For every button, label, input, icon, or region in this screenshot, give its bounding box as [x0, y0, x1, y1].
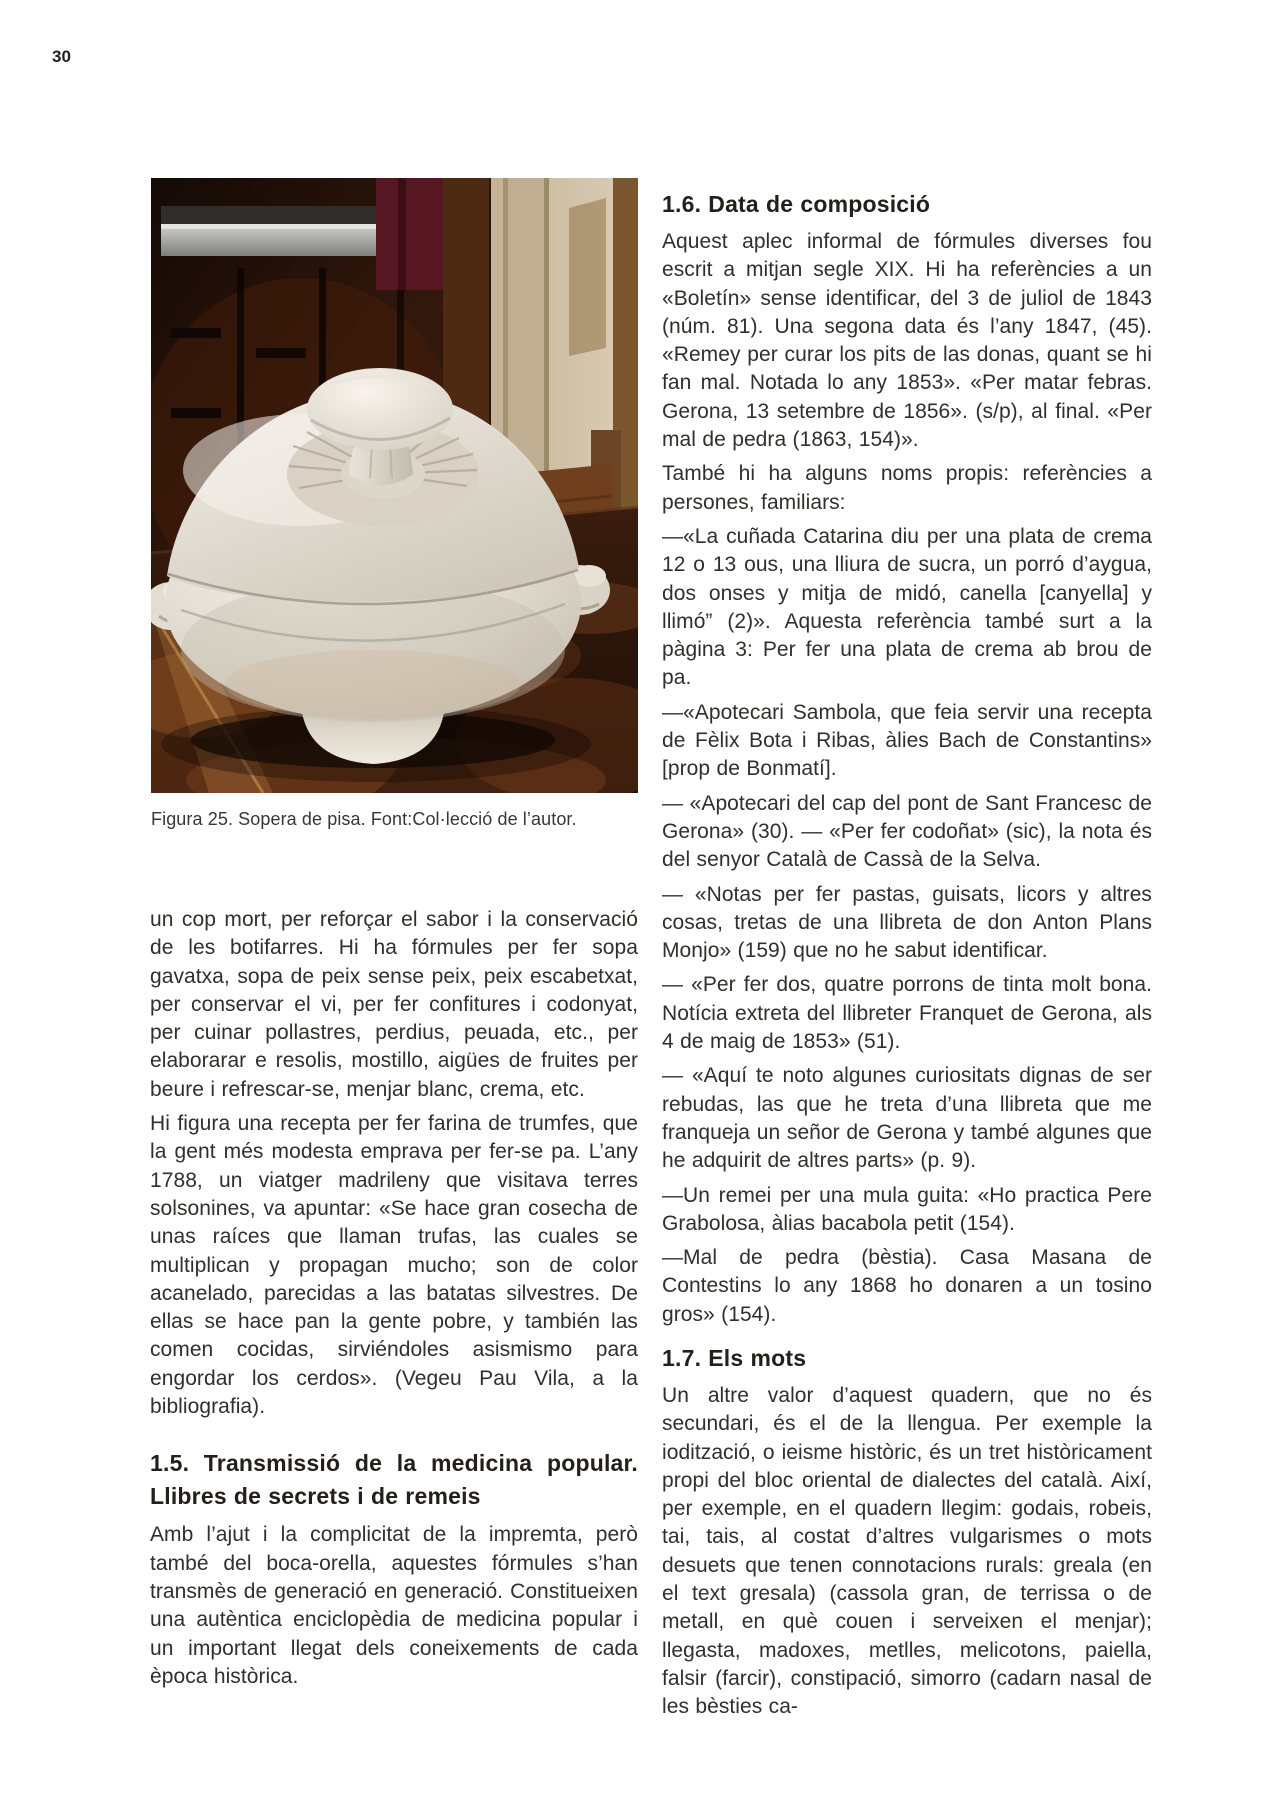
paragraph: Amb l’ajut i la complicitat de la impremta, però també del boca-orella, aquestes fórmules s’han transmès de generació en generació. Constitueixen una autèntica enciclopèdia de medicina popular i un important llegat dels coneixements de cada època històrica. [150, 1523, 638, 1688]
paragraph: —Mal de pedra (bèstia). Casa Masana de Contestins lo any 1868 ho donaren a un tosino gros» (154). [662, 1246, 1152, 1326]
section-heading-1-5 [150, 1447, 638, 1513]
paragraph: — «Per fer dos, quatre porrons de tinta molt bona. Notícia extreta del llibreter Franquet de Gerona, als 4 de maig de 1853» (51). [662, 973, 1152, 1054]
paragraph: Aquest aplec informal de fórmules diverses fou escrit a mitjan segle XIX. Hi ha referències a un «Boletín» sense identificar, del 3 de juliol de 1843 (núm. 81). Una segona data és l’any 1847, (45). «Remey per curar los pits de las donas, quant se hi fan mal. Notada lo any 1853». «Per matar febras. Gerona, 13 setembre de 1856». (s/p), al final. «Per mal de pedra (1863, 154)». [662, 230, 1152, 452]
section-heading-1-5-line-2: Llibres de secrets i de remeis [150, 1483, 481, 1510]
paragraph: — «Aquí te noto algunes curiositats dignas de ser rebudas, las que he treta d’una llibreta que me franqueja un señor de Gerona y també algunes que he adquirit de altres parts» (p. 9). [662, 1064, 1152, 1173]
paragraph: —Un remei per una mula guita: «Ho practica Pere Grabolosa, àlias bacabola petit (154). [662, 1183, 1152, 1235]
paragraph: — «Notas per fer pastas, guisats, licors y altres cosas, tretas de una llibreta de don Anton Plans Monjo» (159) que no he sabut identificar. [662, 882, 1152, 963]
section-heading-1-6: 1.6. Data de composició [662, 191, 931, 217]
paragraph: També hi ha alguns noms propis: referències a persones, familiars: [662, 462, 1152, 514]
right-column [662, 189, 1152, 1728]
paragraph: Hi figura una recepta per fer farina de trumfes, que la gent més modesta emprava per fer-se pa. L’any 1788, un viatger madrileny que visitava terres solsonines, va apuntar: «Se hace gran cosecha de unas raíces que llaman trufas, las cuales se multiplican y propagan mucho; son de color acanelado, parecidas a las batatas silvestres. De ellas se hace pan la gente pobre, y también las comen cocidas, sirviéndoles asismismo para engordar los cerdos». (Vegeu Pau Vila, a la bibliografia). [150, 1112, 638, 1419]
paragraph: — «Apotecari del cap del pont de Sant Francesc de Gerona» (30). — «Per fer codoñat» (sic), la nota és del senyor Català de Cassà de la Selva. [662, 791, 1152, 872]
figure-caption: Figura 25. Sopera de pisa. Font:Col·lecció de l’autor. [151, 809, 577, 829]
section-heading-1-5-line-1: 1.5. Transmissió de la medicina popular. [150, 1450, 638, 1477]
page-number: 30 [52, 47, 71, 66]
section-heading-1-7: 1.7. Els mots [662, 1344, 807, 1371]
tureen-photo [151, 178, 638, 793]
paragraph: —«La cuñada Catarina diu per una plata de crema 12 o 13 ous, una lliura de sucra, un porró d’aygua, dos onses y mitja de midó, canella [canyella] y llimó” (2)». Aquesta referència també surt a la pàgina 3: Per fer una plata de crema ab brou de pa. [662, 524, 1152, 690]
paragraph: un cop mort, per reforçar el sabor i la conservació de les botifarres. Hi ha fórmules per fer sopa gavatxa, sopa de peix sense peix, peix escabetxat, per conservar el vi, per fer confitures i codonyat, per cuinar pollastres, perdius, peuada, etc., per elaborarar e resolis, mostillo, aigües de fruites per beure i refrescar-se, menjar blanc, crema, etc. [150, 908, 638, 1101]
paragraph: Un altre valor d’aquest quadern, que no és secundari, és el de la llengua. Per exemple la iodització, o ieisme històric, és un tret històricament propi del bloc oriental de dialectes del català. Així, per exemple, en el quadern llegim: godais, robeis, tai, tais, al costat d’altres vulgarismes o mots desuets que tenen connotacions rurals: greala (en el text gresala) (cassola gran, de terrissa o de metall, en què couen i serveixen el menjar); llegasta, madoxes, metlles, melicotons, paiella, falsir (farcir), constipació, simorro (cadarn nasal de les bèsties ca- [662, 1383, 1152, 1719]
figure-25 [151, 178, 638, 830]
paragraph: —«Apotecari Sambola, que feia servir una recepta de Fèlix Bota i Ribas, àlies Bach de Constantins» [prop de Bonmatí]. [662, 700, 1152, 781]
left-column [150, 906, 638, 1697]
